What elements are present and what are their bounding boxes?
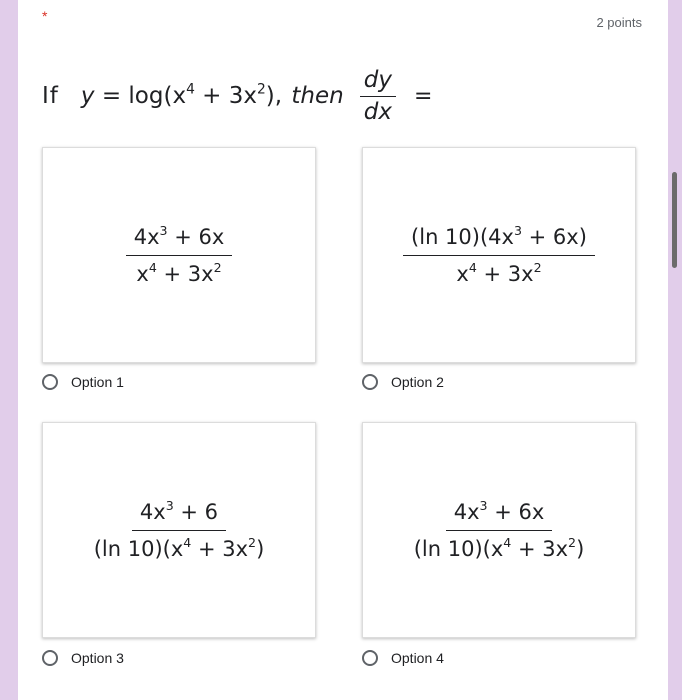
option-4-label: Option 4 (391, 650, 444, 666)
option-4-radio[interactable] (362, 650, 378, 666)
option-1-image[interactable] (42, 147, 316, 363)
option-1-row[interactable] (42, 374, 124, 390)
required-asterisk: * (42, 8, 48, 24)
option-2-radio[interactable] (362, 374, 378, 390)
option-1-formula: $\frac{4x^3 + 6x}{x^4 + 3x^2}$ (126, 225, 233, 286)
option-4-image[interactable] (362, 422, 636, 638)
option-2-formula: $\frac{(\ln 10)(4x^3 + 6x)}{x^4 + 3x^2}$ (403, 225, 595, 286)
dy-dx-fraction: $\frac{dy}{dx}$ (360, 69, 396, 124)
question-prefix: If (42, 83, 59, 109)
question-text (42, 64, 432, 128)
option-3-label: Option 3 (71, 650, 124, 666)
option-3-row[interactable] (42, 650, 124, 666)
option-1-label: Option 1 (71, 374, 124, 390)
option-3-formula: $\frac{4x^3 + 6}{(\ln 10)(x^4 + 3x^2)}$ (93, 497, 265, 561)
question-suffix: = (413, 83, 433, 109)
option-2-row[interactable] (362, 374, 444, 390)
question-card (18, 0, 668, 700)
option-4-formula: $\frac{4x^3 + 6x}{(\ln 10)(x^4 + 3x^2)}$ (413, 497, 585, 561)
option-3-radio[interactable] (42, 650, 58, 666)
option-2-image[interactable] (362, 147, 636, 363)
question-expression: $y = \log(x^4 + 3x^2)$, then (80, 81, 344, 109)
option-2-label: Option 2 (391, 374, 444, 390)
scrollbar-thumb[interactable] (672, 172, 677, 268)
option-1-radio[interactable] (42, 374, 58, 390)
points-label: 2 points (596, 15, 642, 30)
option-4-row[interactable] (362, 650, 444, 666)
option-3-image[interactable] (42, 422, 316, 638)
